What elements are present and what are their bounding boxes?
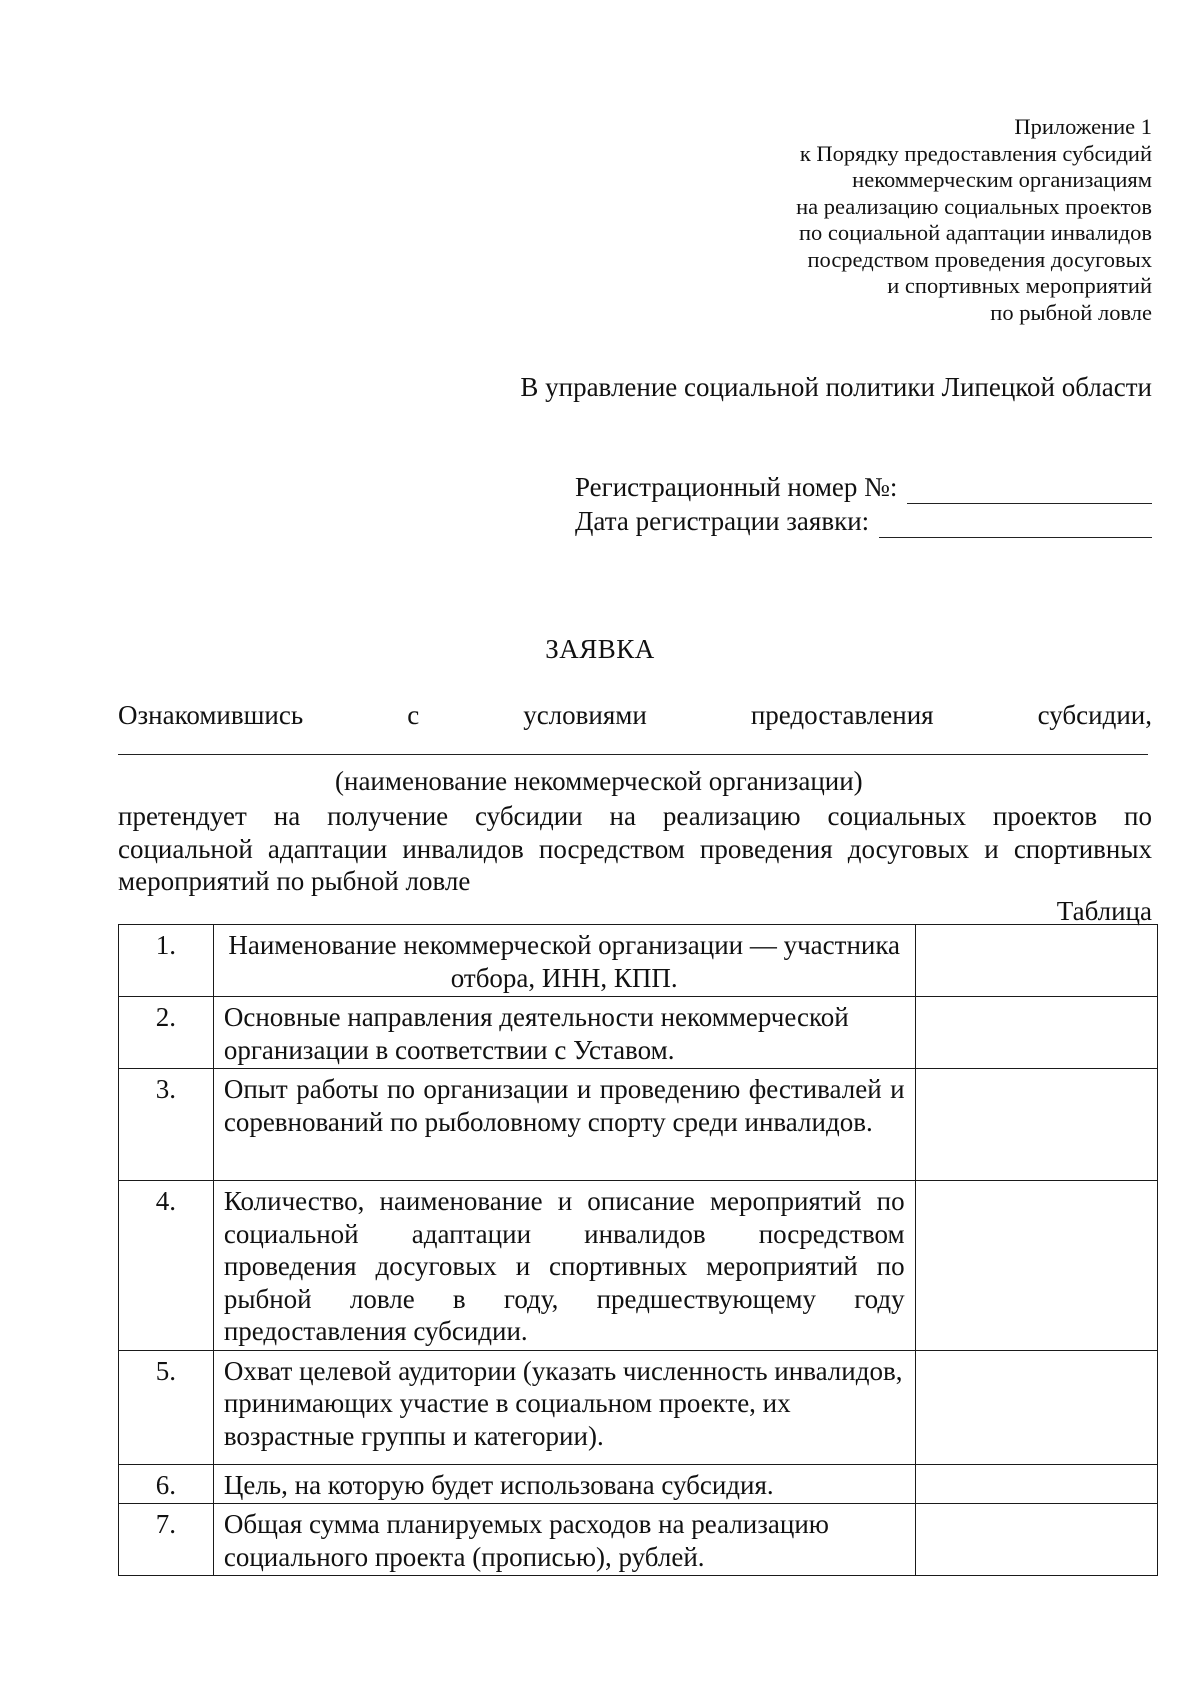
row-value-cell[interactable]	[915, 925, 1157, 997]
row-description: Опыт работы по организации и проведению фестивалей и соревнований по рыболовному спорту среди инвалидов.	[213, 1069, 915, 1181]
registration-number-field[interactable]	[907, 477, 1152, 504]
table-row	[119, 1504, 1158, 1576]
intro-word: предоставления	[750, 700, 934, 730]
application-table	[118, 924, 1158, 1576]
table-row	[119, 1464, 1158, 1504]
intro-word: Ознакомившись	[118, 700, 304, 730]
annex-line: по рыбной ловле	[990, 299, 1152, 325]
registration-block	[575, 470, 1152, 538]
row-number: 7.	[119, 1504, 214, 1576]
annex-line: к Порядку предоставления субсидий	[799, 140, 1152, 166]
row-number: 3.	[119, 1069, 214, 1181]
row-number: 4.	[119, 1181, 214, 1351]
registration-date-label: Дата регистрации заявки:	[575, 506, 870, 536]
row-number: 1.	[119, 925, 214, 997]
registration-number-label: Регистрационный номер №:	[575, 472, 898, 502]
annex-line: по социальной адаптации инвалидов	[798, 220, 1152, 245]
registration-number-row	[575, 470, 1152, 504]
row-description: Общая сумма планируемых расходов на реализацию социального проекта (прописью), рублей.	[213, 1504, 915, 1576]
table-row	[119, 1181, 1158, 1351]
paragraph-line: мероприятий по рыбной ловле	[118, 866, 471, 896]
row-description: Цель, на которую будет использована субсидия.	[213, 1464, 915, 1504]
row-number: 6.	[119, 1464, 214, 1504]
row-description: Количество, наименование и описание мероприятий по социальной адаптации инвалидов посредством проведения досуговых и спортивных мероприятий по рыбной ловле в году, предшествующему году предоставления субсидии.	[213, 1181, 915, 1351]
row-value-cell[interactable]	[915, 997, 1157, 1069]
annex-line: Приложение 1	[1014, 114, 1152, 139]
row-number: 5.	[119, 1350, 214, 1464]
row-value-cell[interactable]	[915, 1181, 1157, 1351]
document-title: ЗАЯВКА	[545, 634, 655, 664]
intro-word: субсидии,	[1037, 700, 1152, 730]
annex-header	[552, 114, 1152, 326]
annex-line: посредством проведения досуговых	[807, 246, 1152, 272]
paragraph-line: претендует на получение субсидии на реализацию социальных проектов по	[118, 801, 1152, 831]
row-value-cell[interactable]	[915, 1464, 1157, 1504]
org-name-field[interactable]	[118, 754, 1148, 755]
paragraph-line: социальной адаптации инвалидов посредством проведения досуговых и спортивных	[118, 833, 1152, 864]
annex-line: и спортивных мероприятий	[887, 273, 1152, 298]
registration-date-field[interactable]	[879, 511, 1152, 538]
intro-word: условиями	[523, 700, 647, 730]
table-row	[119, 925, 1158, 997]
row-value-cell[interactable]	[915, 1069, 1157, 1181]
row-description: Наименование некоммерческой организации — участника отбора, ИНН, КПП.	[213, 925, 915, 997]
org-name-caption: (наименование некоммерческой организации)	[335, 766, 863, 796]
row-description: Охват целевой аудитории (указать численность инвалидов, принимающих участие в социальном проекте, их возрастные группы и категории).	[213, 1350, 915, 1464]
row-description: Основные направления деятельности некоммерческой организации в соответствии с Уставом.	[213, 997, 915, 1069]
row-number: 2.	[119, 997, 214, 1069]
table-row	[119, 1350, 1158, 1464]
table-row	[119, 997, 1158, 1069]
row-value-cell[interactable]	[915, 1350, 1157, 1464]
addressee: В управление социальной политики Липецкой области	[520, 372, 1152, 402]
row-value-cell[interactable]	[915, 1504, 1157, 1576]
intro-word: с	[407, 700, 420, 730]
table-row	[119, 1069, 1158, 1181]
table-caption: Таблица	[1056, 896, 1152, 926]
intro-line	[118, 700, 1152, 731]
registration-date-row	[575, 504, 1152, 538]
application-paragraph	[118, 800, 1152, 898]
annex-line: некоммерческим организациям	[852, 167, 1152, 192]
annex-line: на реализацию социальных проектов	[796, 193, 1152, 219]
